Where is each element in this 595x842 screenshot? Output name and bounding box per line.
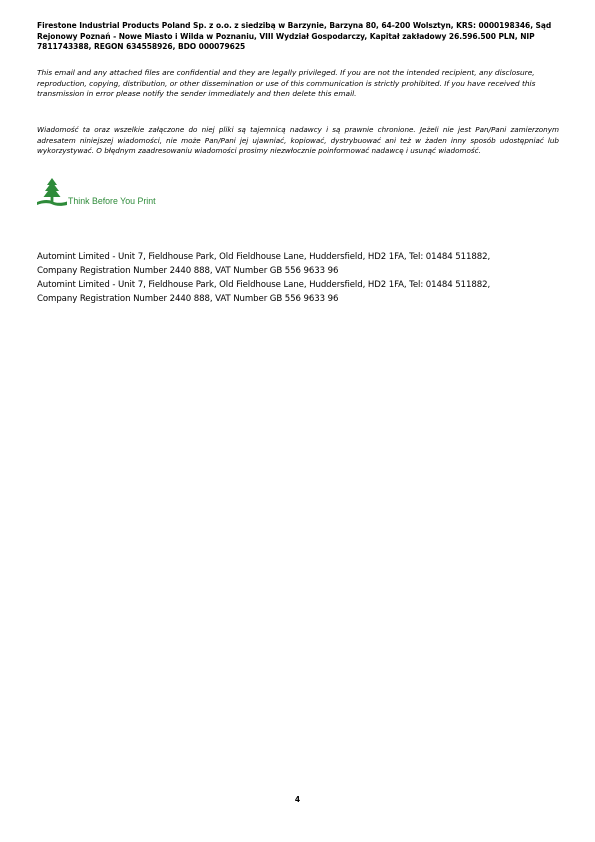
disclaimer-english bbox=[37, 68, 559, 100]
tree-icon bbox=[37, 178, 67, 208]
disclaimer-polish bbox=[37, 125, 559, 157]
footer-addresses bbox=[37, 250, 559, 306]
logo-text: Think Before You Print bbox=[68, 196, 156, 206]
footer-line: Company Registration Number 2440 888, VAT Number GB 556 9633 96 bbox=[37, 294, 339, 304]
footer-line: Company Registration Number 2440 888, VAT Number GB 556 9633 96 bbox=[37, 266, 339, 276]
page-number: 4 bbox=[294, 795, 301, 804]
think-before-you-print-logo bbox=[37, 178, 177, 208]
company-info-text: Firestone Industrial Products Poland Sp. z o.o. z siedzibą w Barzynie, Barzyna 80, 64-200 Wolsztyn, KRS: 0000198346, Sąd Rejonowy Poznań - Nowe Miasto i Wilda w Poznaniu, VIII Wydział Gospodarczy, Kapitał zakładowy 26.596.500 PLN, NIP 7811743388, REGON 634558926, BDO 000079625 bbox=[37, 21, 552, 51]
disclaimer-english-text: This email and any attached files are confidential and they are legally privileged. If you are not the intended recipient, any disclosure, reproduction, copying, distribution, or other dissemination or use of this communication is strictly prohibited. If you have received this transmission in error please notify the sender immediately and then delete this email. bbox=[37, 68, 536, 98]
footer-line: Automint Limited - Unit 7, Fieldhouse Park, Old Fieldhouse Lane, Huddersfield, HD2 1FA, Tel: 01484 511882, bbox=[37, 252, 491, 262]
company-info bbox=[37, 21, 559, 53]
disclaimer-polish-text: Wiadomość ta oraz wszelkie załączone do niej pliki są tajemnicą nadawcy i są prawnie chronione. Jeżeli nie jest Pan/Pani zamierzonym adresatem niniejszej wiadomości, nie może Pan/Pani jej ujawniać, kopiować, dystrybuować ani też w żaden inny sposób udostępniać lub wykorzystywać. O błędnym zaadresowaniu wiadomości prosimy niezwłocznie poinformować nadawcę i usunąć wiadomość. bbox=[37, 125, 559, 155]
footer-line: Automint Limited - Unit 7, Fieldhouse Park, Old Fieldhouse Lane, Huddersfield, HD2 1FA, Tel: 01484 511882, bbox=[37, 280, 491, 290]
